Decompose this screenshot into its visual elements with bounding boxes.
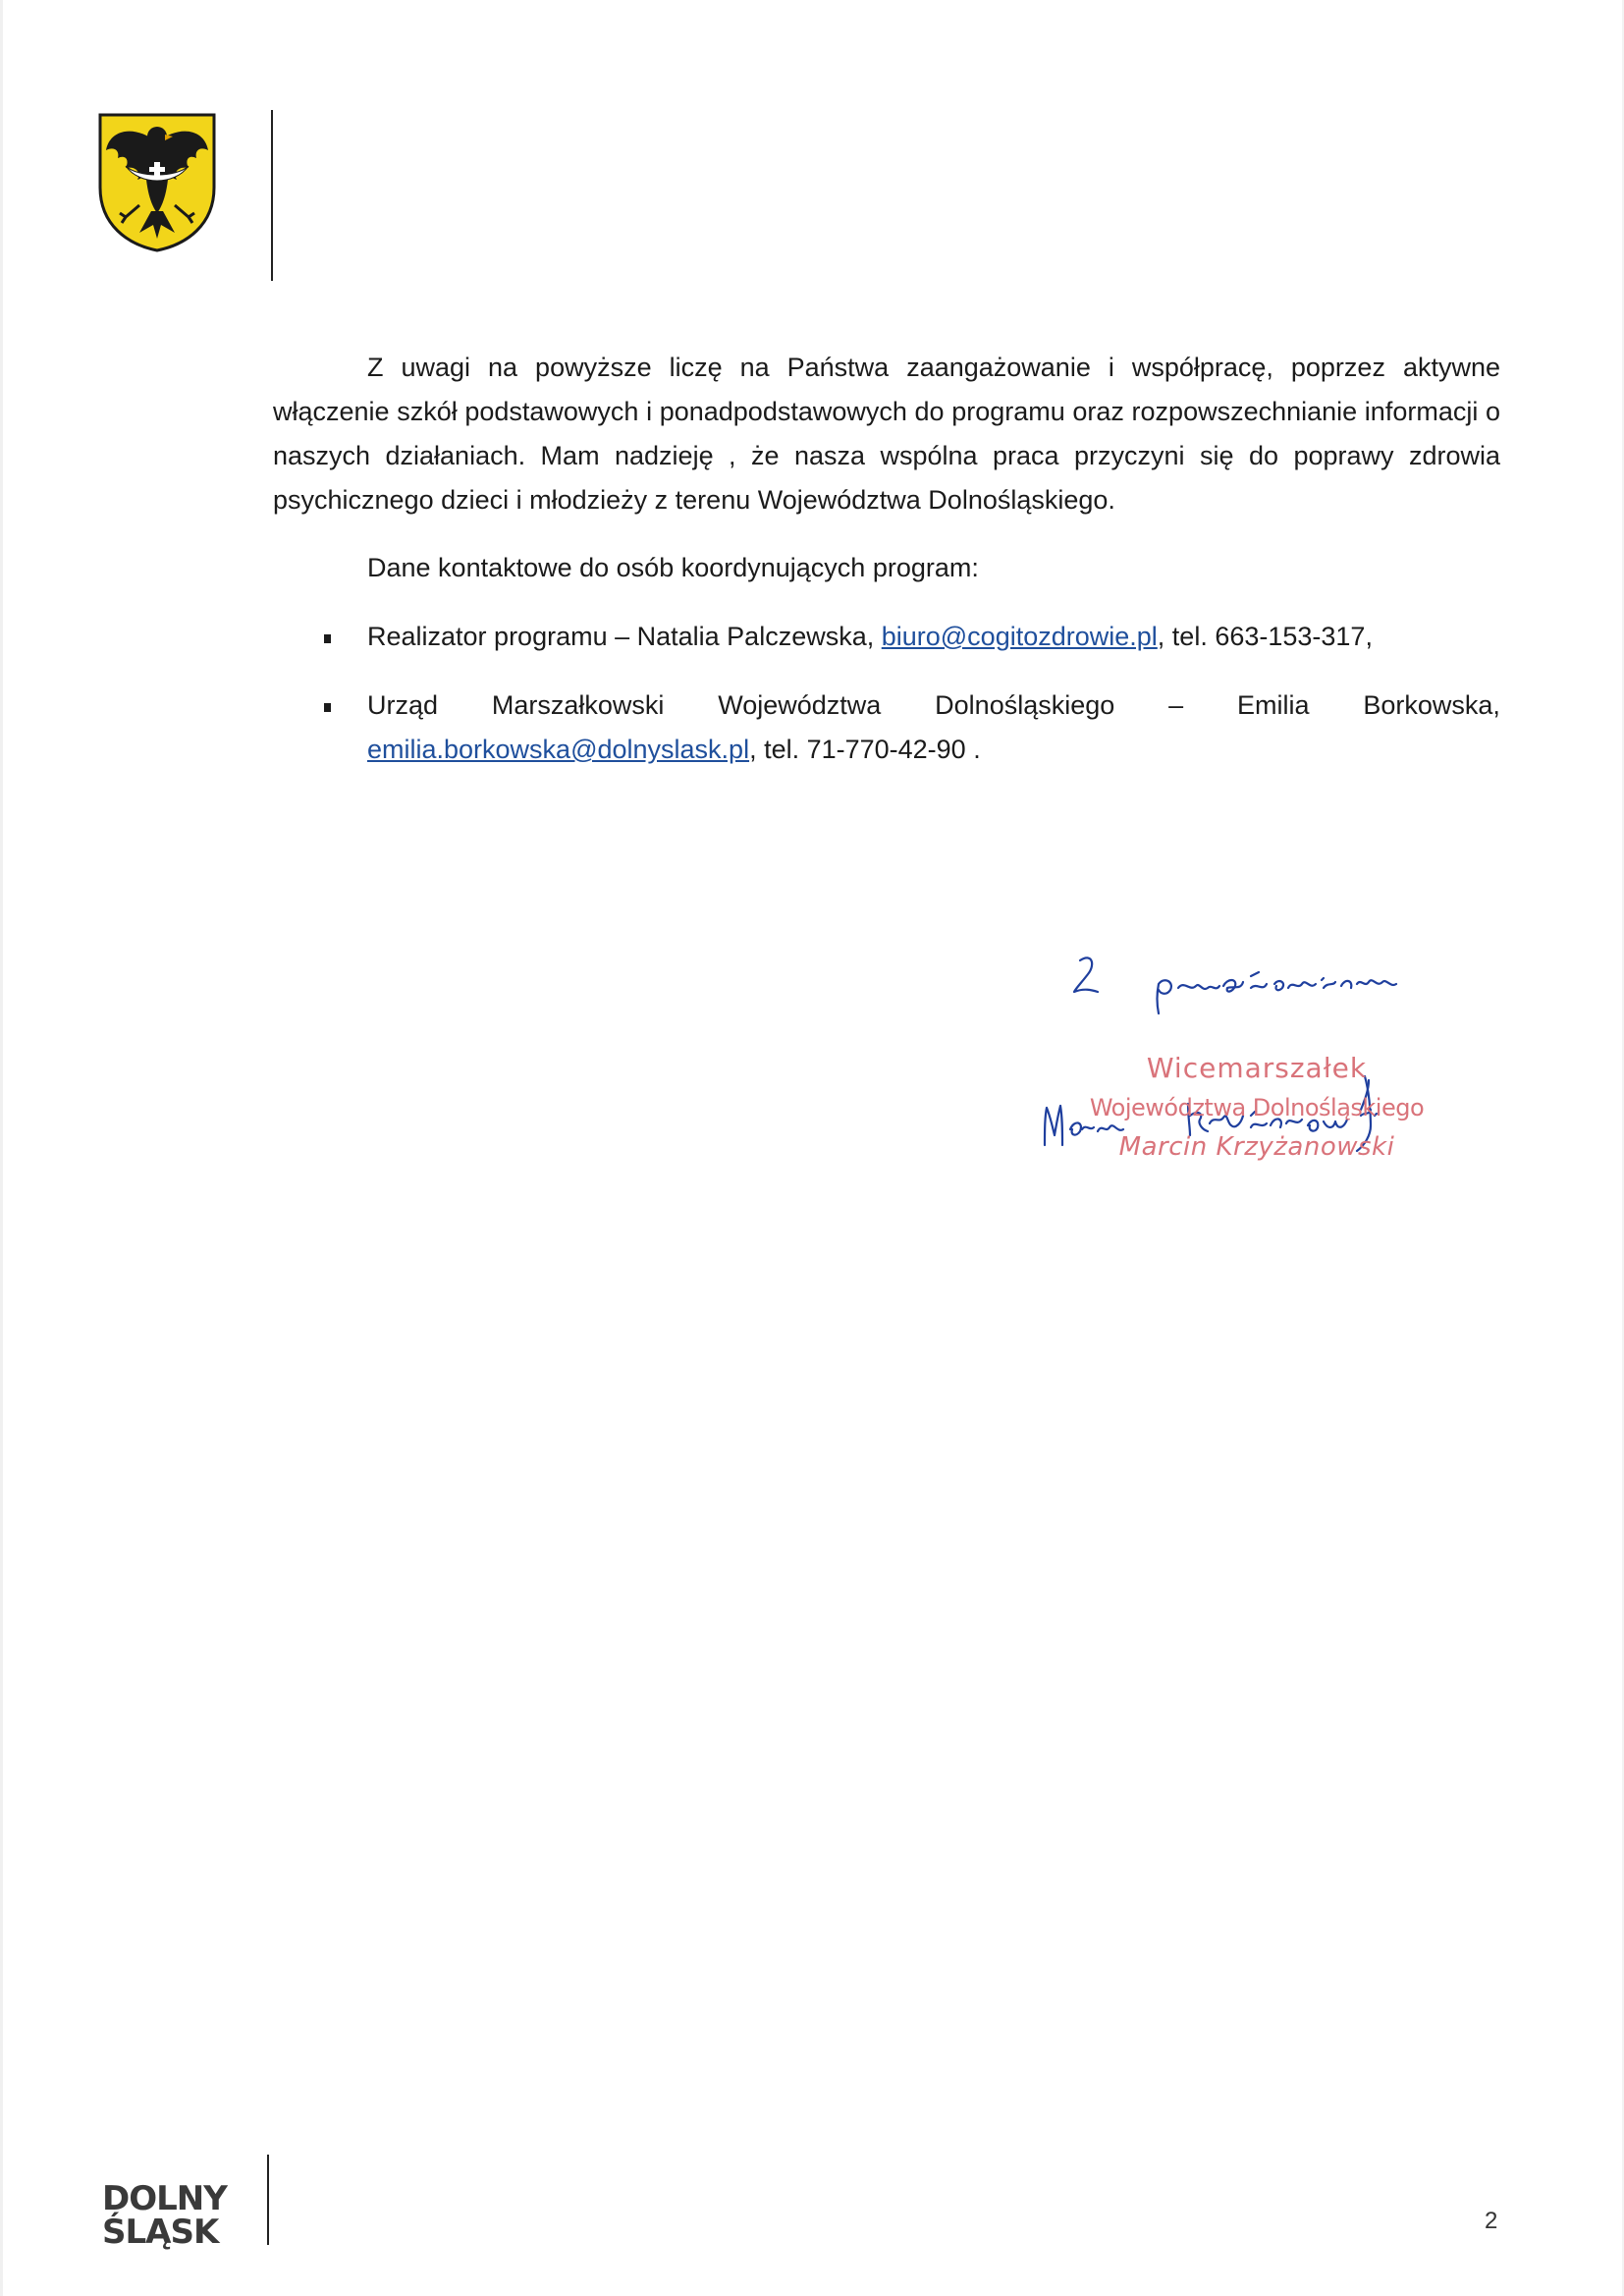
contact-1-email-link[interactable]: biuro@cogitozdrowie.pl [881,622,1158,651]
contact-1-prefix: Realizator programu – Natalia Palczewska, [367,622,882,651]
footer-divider [267,2155,269,2245]
contact-2-suffix: , tel. 71-770-42-90 . [749,735,981,764]
logo-line-2: ŚLĄSK [102,2213,219,2252]
coat-of-arms-icon [96,111,218,254]
contact-2-word: Województwa [718,690,882,720]
bullet-square-icon [324,703,331,712]
logo-line-1: DOLNY [102,2179,227,2218]
contact-2-word: – [1168,690,1184,720]
contact-2-word: Urząd [367,690,439,720]
contact-2-word: Dolnośląskiego [935,690,1115,720]
dolny-slask-logo [102,2179,240,2252]
page-number: 2 [1485,2208,1498,2234]
contact-list [273,615,1500,796]
contact-2-word: Emilia [1237,690,1310,720]
contact-item-2 [273,683,1500,772]
official-stamp [1021,1049,1492,1167]
stamp-organization: Województwa Dolnośląskiego [1089,1094,1425,1121]
header-divider [271,110,273,281]
contact-2-word: Marszałkowski [491,690,665,720]
body-paragraph-1: Z uwagi na powyższe liczę na Państwa zaangażowanie i współpracę, poprzez aktywne włączenie szkół podstawowych i ponadpodstawowych do programu oraz rozpowszechnianie informacji o naszych działaniach. Mam nadzieję , że nasza wspólna praca przyczyni się do poprawy zdrowia psychicznego dzieci i młodzieży z terenu Województwa Dolnośląskiego. [273,353,1500,515]
body-paragraph-2: Dane kontaktowe do osób koordynujących program: [367,553,979,582]
bullet-square-icon [324,634,331,643]
contact-2-email-link[interactable]: emilia.borkowska@dolnyslask.pl [367,735,750,764]
stamp-name: Marcin Krzyżanowski [1118,1132,1395,1162]
contact-2-name-line [367,683,1500,728]
contact-item-1 [273,615,1500,659]
contact-2-word: Borkowska, [1363,690,1500,720]
contact-2-detail-line [367,728,1500,772]
contact-1-suffix: , tel. 663-153-317, [1157,622,1373,651]
stamp-title: Wicemarszałek [1146,1052,1368,1084]
